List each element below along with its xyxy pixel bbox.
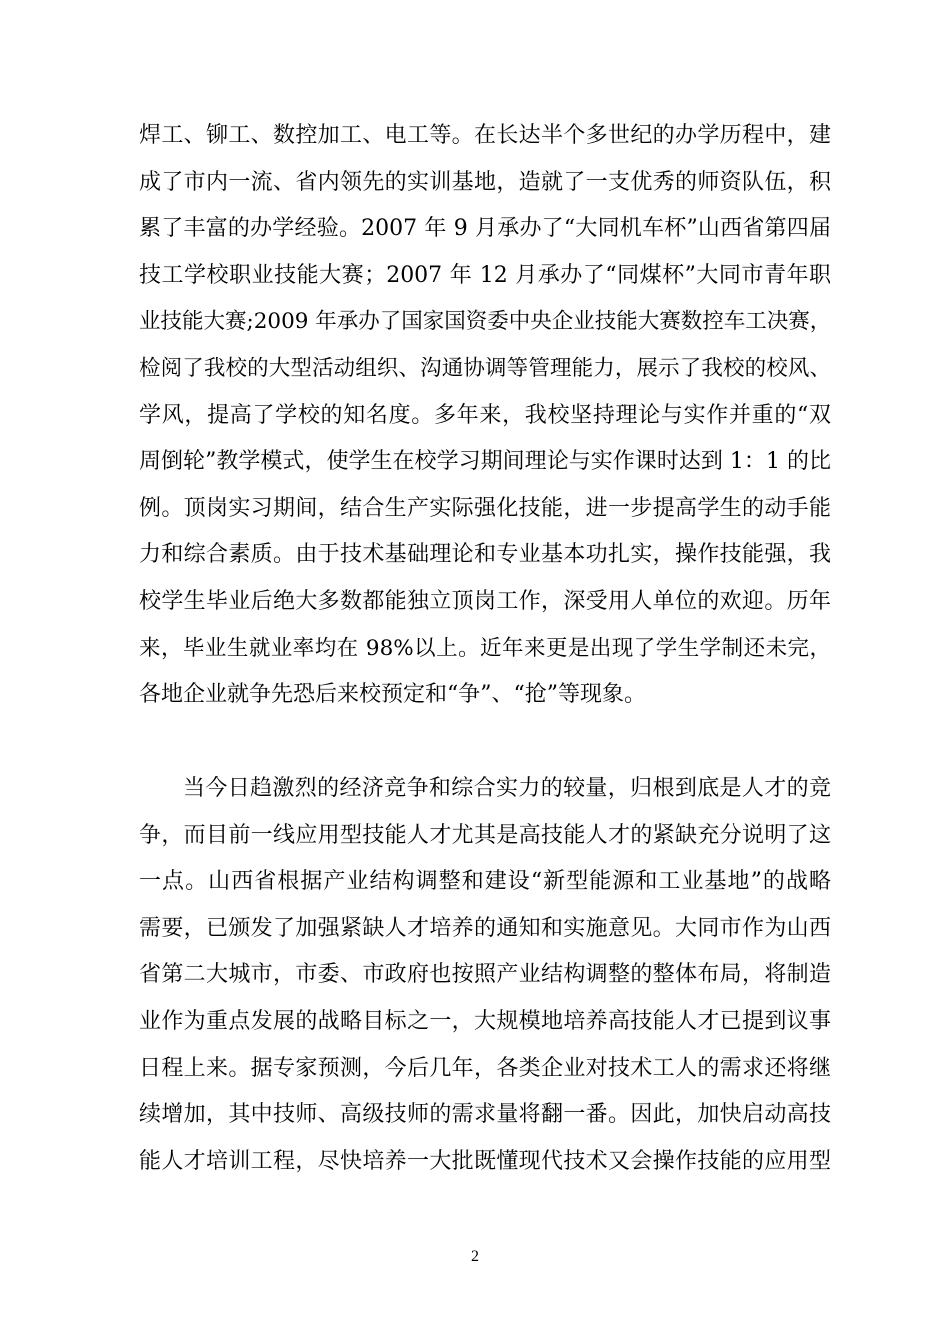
text-line: 周倒轮”教学模式，使学生在校学习期间理论与实作课时达到 1：1 的比	[139, 449, 831, 475]
text-line: 力和综合素质。由于技术基础理论和专业基本功扎实，操作技能强，我	[139, 542, 831, 568]
text-line: 来，毕业生就业率均在 98%以上。近年来更是出现了学生学制还未完，	[139, 635, 831, 661]
text-line: 学风，提高了学校的知名度。多年来，我校坚持理论与实作并重的“双	[139, 402, 831, 428]
text-line: 技工学校职业技能大赛；2007 年 12 月承办了“同煤杯”大同市青年职	[139, 262, 831, 288]
text-line: 成了市内一流、省内领先的实训基地，造就了一支优秀的师资队伍，积	[139, 169, 831, 195]
text-line: 业技能大赛;2009 年承办了国家国资委中央企业技能大赛数控车工决赛，	[139, 309, 832, 335]
text-line: 需要，已颁发了加强紧缺人才培养的通知和实施意见。大同市作为山西	[139, 915, 831, 941]
text-line: 续增加，其中技师、高级技师的需求量将翻一番。因此，加快启动高技	[139, 1102, 831, 1128]
text-line: 业作为重点发展的战略目标之一，大规模地培养高技能人才已提到议事	[139, 1008, 831, 1034]
page-number: 2	[471, 1248, 479, 1265]
text-line: 检阅了我校的大型活动组织、沟通协调等管理能力，展示了我校的校风、	[139, 355, 831, 381]
text-line: 一点。山西省根据产业结构调整和建设“新型能源和工业基地”的战略	[139, 869, 831, 895]
text-line: 校学生毕业后绝大多数都能独立顶岗工作，深受用人单位的欢迎。历年	[139, 588, 831, 614]
paragraph-2	[139, 766, 831, 1185]
text-line: 焊工、铆工、数控加工、电工等。在长达半个多世纪的办学历程中，建	[139, 123, 831, 148]
text-line: 当今日趋激烈的经济竞争和综合实力的较量，归根到底是人才的竞	[183, 776, 831, 801]
text-line: 日程上来。据专家预测，今后几年，各类企业对技术工人的需求还将继	[139, 1055, 831, 1081]
text-line: 能人才培训工程，尽快培养一大批既懂现代技术又会操作技能的应用型	[139, 1148, 831, 1174]
paragraph-1	[139, 113, 831, 719]
text-line: 例。顶岗实习期间，结合生产实际强化技能，进一步提高学生的动手能	[139, 495, 831, 521]
text-line: 省第二大城市，市委、市政府也按照产业结构调整的整体布局，将制造	[139, 962, 831, 988]
text-line: 争，而目前一线应用型技能人才尤其是高技能人才的紧缺充分说明了这	[139, 822, 831, 848]
text-line: 各地企业就争先恐后来校预定和“争”、“抢”等现象。	[139, 682, 646, 708]
text-line: 累了丰富的办学经验。2007 年 9 月承办了“大同机车杯”山西省第四届	[139, 216, 831, 242]
